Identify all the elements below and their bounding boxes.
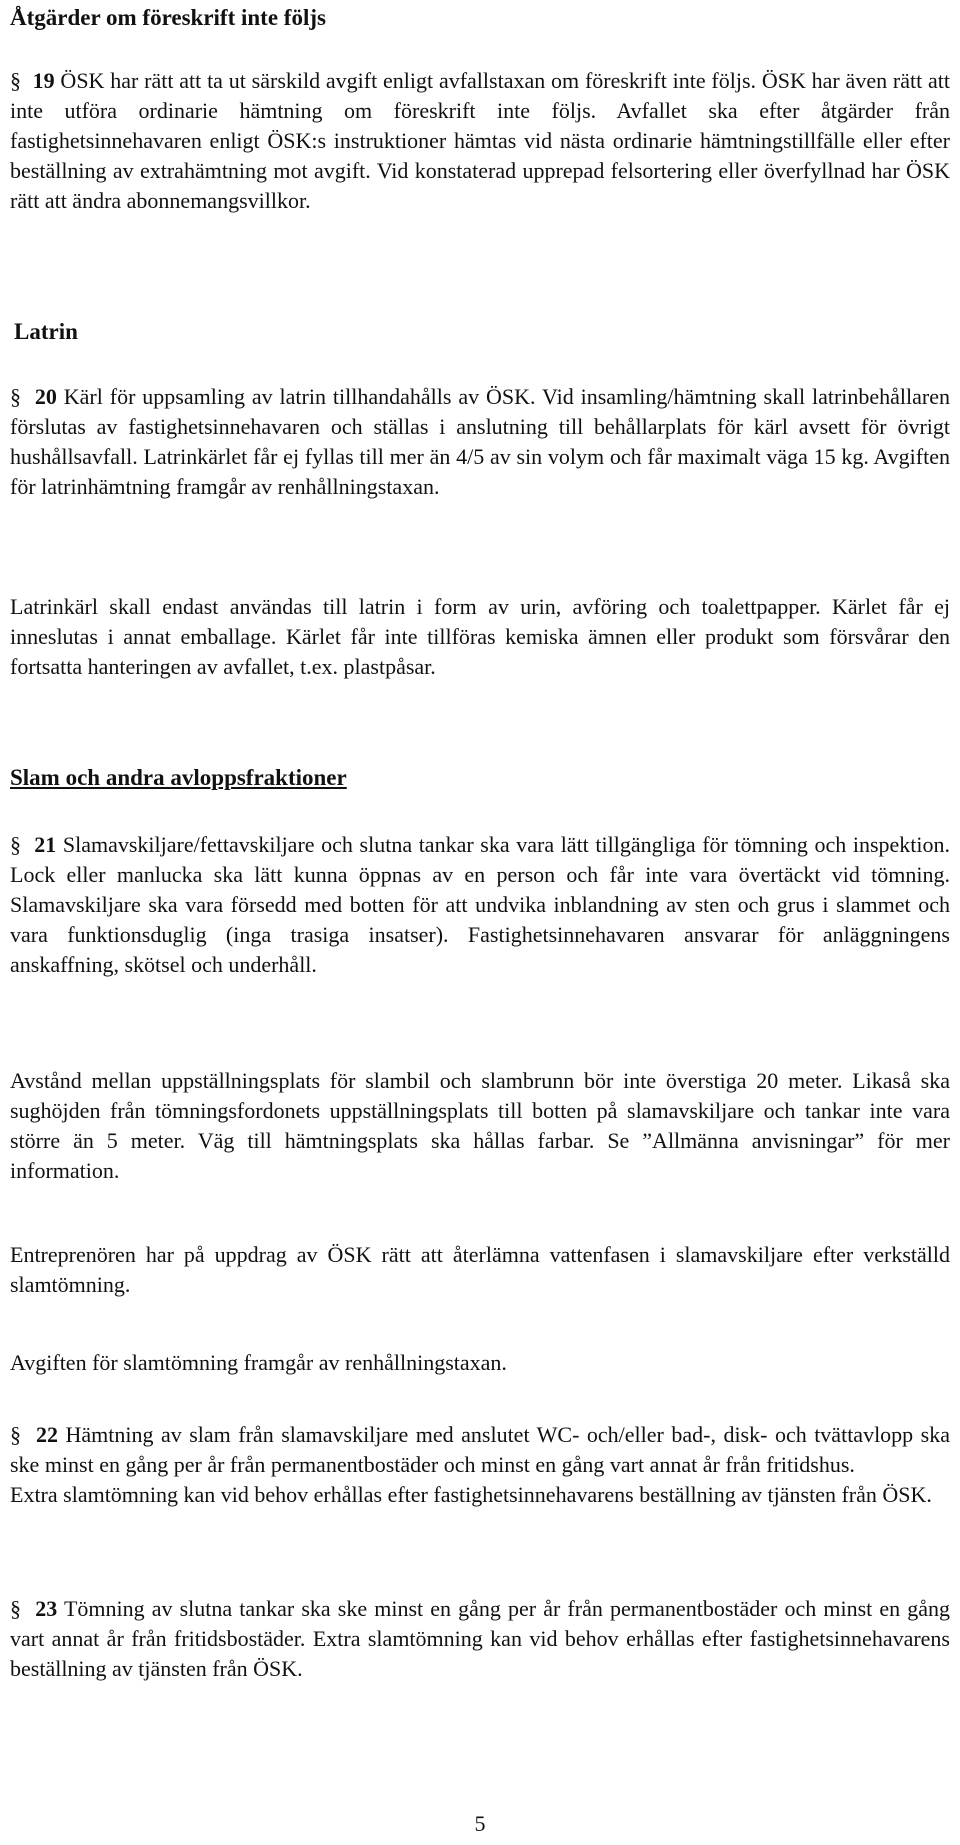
paragraph-23-text <box>10 1594 950 1684</box>
section-heading-latrin <box>10 318 950 346</box>
paragraph-19-body: ÖSK har rätt att ta ut särskild avgift enligt avfallstaxan om föreskrift inte följs. ÖSK har även rätt att inte utföra ordinarie hämtning om föreskrift inte följs. Avfallet ska efter åtgärder från fastighetsinnehavaren enligt ÖSK:s instruktioner hämtas vid nästa ordinarie hämtningstillfälle eller efter beställning av extrahämtning mot avgift. Vid konstaterad upprepad felsortering eller överfyllnad har ÖSK rätt att ändra abonnemangsvillkor. <box>10 68 951 213</box>
section-sign: § <box>10 1422 21 1447</box>
paragraph-20-body: Kärl för uppsamling av latrin tillhandahålls av ÖSK. Vid insamling/hämtning skall latrinbehållaren förslutas av fastighetsinnehavaren och ställas i anslutning till behållarplats för kärl avsett för övrigt hushållsavfall. Latrinkärlet får ej fyllas till mer än 4/5 av sin volym och får maximalt väga 15 kg. Avgiften för latrinhämtning framgår av renhållningstaxan. <box>10 384 951 499</box>
section-number-19: 19 <box>32 68 55 93</box>
section-heading-atgarder <box>10 4 950 32</box>
paragraph-23-body: Tömning av slutna tankar ska ske minst en gång per år från permanentbostäder och minst en gång vart annat år från fritidsbostäder. Extra slamtömning kan vid behov erhållas efter fastighetsinnehavarens beställning av tjänsten från ÖSK. <box>10 1596 950 1681</box>
paragraph-21c-text: Entreprenören har på uppdrag av ÖSK rätt att återlämna vattenfasen i slamavskiljare efter verkställd slamtömning. <box>10 1242 950 1297</box>
paragraph-23 <box>10 1594 950 1684</box>
section-number-20: 20 <box>34 384 57 409</box>
paragraph-20 <box>10 382 950 502</box>
paragraph-22-body: Hämtning av slam från slamavskiljare med anslutet WC- och/eller bad-, disk- och tvättavlopp ska ske minst en gång per år från permanentbostäder och minst en gång vart annat år från fritidshus. <box>10 1422 950 1477</box>
heading-slam: Slam och andra avloppsfraktioner <box>10 765 347 790</box>
paragraph-21b-text: Avstånd mellan uppställningsplats för slambil och slambrunn bör inte överstiga 20 meter. Likaså ska sughöjden från tömningsfordonets uppställningsplats till botten på slamavskiljare och tankar inte vara större än 5 meter. Väg till hämtningsplats ska hållas farbar. Se ”Allmänna anvisningar” för mer information. <box>10 1068 950 1183</box>
paragraph-20b <box>10 592 950 682</box>
heading-latrin: Latrin <box>14 319 78 344</box>
paragraph-22-text <box>10 1420 950 1480</box>
paragraph-21d <box>10 1348 950 1378</box>
paragraph-21c <box>10 1240 950 1300</box>
paragraph-22b-text: Extra slamtömning kan vid behov erhållas efter fastighetsinnehavarens beställning av tjänsten från ÖSK. <box>10 1482 932 1507</box>
paragraph-21-text <box>10 830 950 980</box>
page-number: 5 <box>474 1811 486 1836</box>
section-sign: § <box>10 68 21 93</box>
paragraph-22 <box>10 1420 950 1510</box>
paragraph-21d-text: Avgiften för slamtömning framgår av renhållningstaxan. <box>10 1350 507 1375</box>
section-sign: § <box>10 1596 21 1621</box>
section-sign: § <box>10 384 21 409</box>
paragraph-21-body: Slamavskiljare/fettavskiljare och slutna tankar ska vara lätt tillgängliga för tömning och inspektion. Lock eller manlucka ska lätt kunna öppnas av en person och får inte vara övertäckt vid tömning. Slamavskiljare ska vara försedd med botten för att undvika inblandning av sten och grus i slammet och vara funktionsduglig (inga trasiga insatser). Fastighetsinnehavaren ansvarar för anläggningens anskaffning, skötsel och underhåll. <box>10 832 950 977</box>
paragraph-20-text <box>10 382 950 502</box>
section-number-21: 21 <box>34 832 57 857</box>
section-sign: § <box>10 832 21 857</box>
paragraph-20b-text: Latrinkärl skall endast användas till latrin i form av urin, avföring och toalettpapper. Kärlet får ej inneslutas i annat emballage. Kärlet får inte tillföras kemiska ämnen eller produkt som försvårar den fortsatta hanteringen av avfallet, t.ex. plastpåsar. <box>10 594 950 679</box>
paragraph-21 <box>10 830 950 980</box>
section-number-22: 22 <box>36 1422 58 1447</box>
paragraph-19 <box>10 66 950 216</box>
section-heading-slam <box>10 764 950 792</box>
section-number-23: 23 <box>35 1596 58 1621</box>
paragraph-19-text <box>10 66 950 216</box>
heading-atgarder: Åtgärder om föreskrift inte följs <box>10 5 326 30</box>
paragraph-21b <box>10 1066 950 1186</box>
